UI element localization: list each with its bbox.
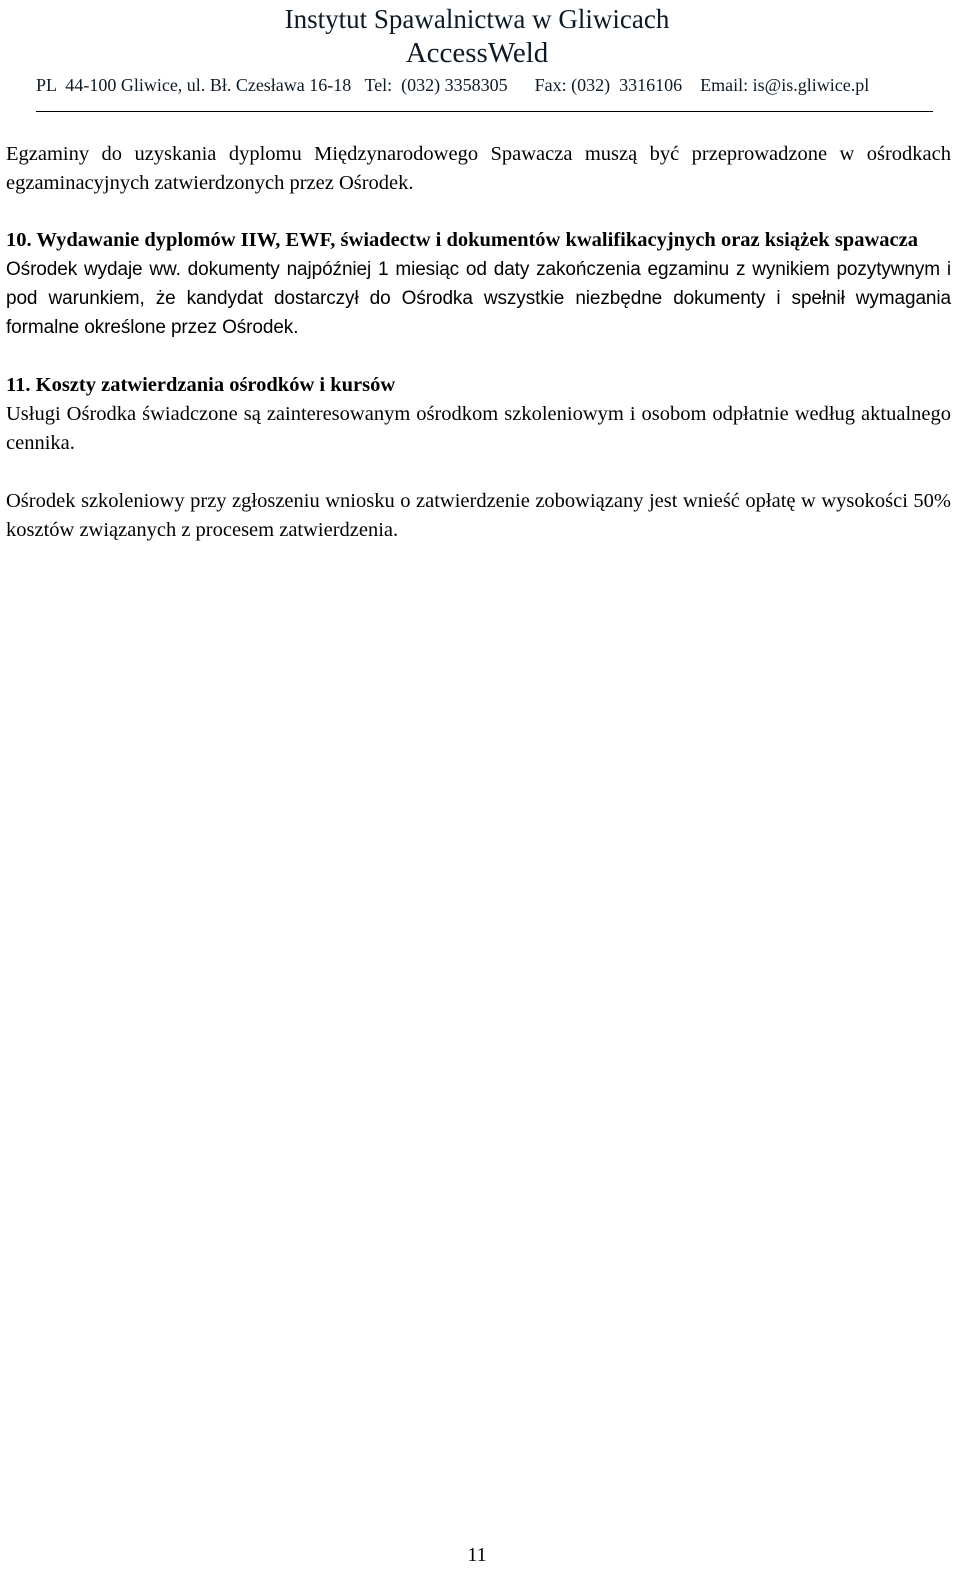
spacer [6,458,951,487]
page-number: 11 [467,1544,487,1566]
section-10-text: Ośrodek wydaje ww. dokumenty najpóźniej 1 miesiąc od daty zakończenia egzaminu z wynikiem pozytywnym i pod warunkiem, że kandydat dostarczył do Ośrodka wszystkie niezbędne dokumenty i spełnił wymagania formalne określone przez Ośrodek. [6,259,951,338]
page-header [0,0,960,118]
spacer [6,342,951,371]
section-11-heading: 11. Koszty zatwierdzania ośrodków i kursów [6,374,396,396]
document-body [6,140,951,545]
section-11-text: Usługi Ośrodka świadczone są zainteresowanym ośrodkom szkoleniowym i osobom odpłatnie według aktualnego cennika. [6,403,951,454]
contact-line: PL 44-100 Gliwice, ul. Bł. Czesława 16-18 Tel: (032) 3358305 Fax: (032) 3316106 Email: is@is.gliwice.pl [36,75,870,95]
intro-paragraph: Egzaminy do uzyskania dyplomu Międzynarodowego Spawacza muszą być przeprowadzone w ośrodkach egzaminacyjnych zatwierdzonych przez Ośrodek. [6,143,951,194]
brand-name: AccessWeld [405,37,549,69]
section-11-text-2: Ośrodek szkoleniowy przy zgłoszeniu wniosku o zatwierdzenie zobowiązany jest wnieść opłatę w wysokości 50% kosztów związanych z procesem zatwierdzenia. [6,490,951,541]
institute-name: Instytut Spawalnictwa w Gliwicach [284,4,670,34]
section-10-heading: 10. Wydawanie dyplomów IIW, EWF, świadectw i dokumentów kwalifikacyjnych oraz książek spawacza [6,229,918,251]
spacer [6,198,951,226]
header-divider [36,111,933,112]
